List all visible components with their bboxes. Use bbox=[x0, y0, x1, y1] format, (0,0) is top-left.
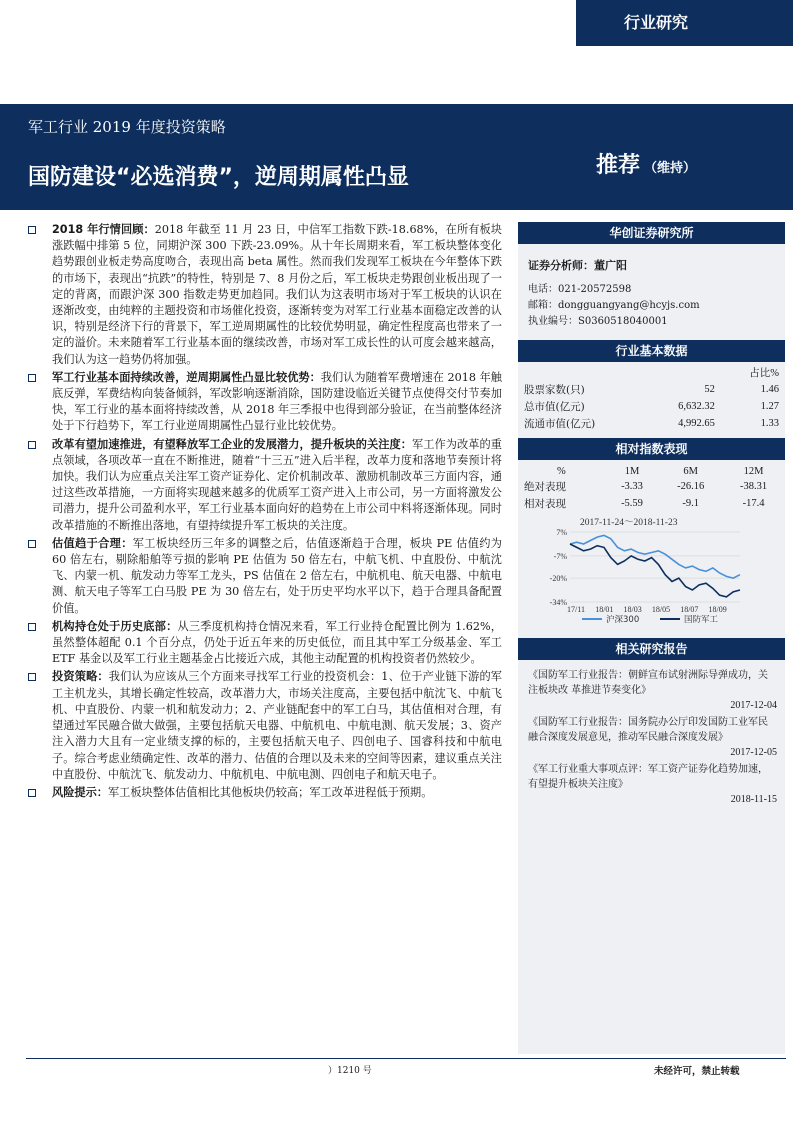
x-tick-label: 18/05 bbox=[651, 605, 671, 614]
table-row bbox=[518, 398, 785, 415]
bullet-box-icon bbox=[28, 540, 36, 548]
table-row bbox=[518, 415, 785, 432]
row-pct: 1.33 bbox=[760, 418, 779, 429]
y-tick-label: -7% bbox=[553, 551, 567, 561]
bullet-text: 我们认为随着军费增速在 2018 年触底反弹，军费结构向装备倾斜，军改影响逐渐消除，国防建设临近关键节点使得交付节奏加快，军工行业的基本面将持续改善，从 2018 年三季报中也得到部分验证，在当前整体经济处于下行趋势下，军工行业逆周期属性凸显行业比较优势。 bbox=[52, 370, 502, 433]
row-value: 52 bbox=[704, 384, 715, 395]
bullet-heading: 军工行业基本面持续改善，逆周期属性凸显比较优势： bbox=[52, 370, 321, 384]
bullet-item bbox=[26, 669, 502, 782]
bullet-heading: 机构持仓处于历史底部： bbox=[52, 619, 178, 633]
analyst-email[interactable]: 邮箱：dongguangyang@hcyjs.com bbox=[528, 300, 700, 311]
bullet-item bbox=[26, 370, 502, 435]
row-label: 总市值(亿元) bbox=[524, 401, 585, 413]
bullet-box-icon bbox=[28, 789, 36, 797]
table-row bbox=[518, 495, 785, 512]
body-bullets bbox=[26, 222, 502, 803]
table-row bbox=[518, 478, 785, 495]
rating-note: （维持） bbox=[644, 161, 697, 176]
cell: -17.4 bbox=[742, 498, 765, 509]
related-title[interactable]: 《国防军工行业报告：朝鲜宣布试射洲际导弹成功，关注板块改 革推进节奏变化》 bbox=[528, 670, 768, 696]
list-item[interactable] bbox=[528, 715, 777, 760]
bullet-box-icon bbox=[28, 623, 36, 631]
cell: -26.16 bbox=[677, 481, 705, 492]
bullet-heading: 改革有望加速推进，有望释放军工企业的发展潜力，提升板块的关注度： bbox=[52, 437, 413, 451]
x-tick-label: 17/11 bbox=[567, 605, 585, 614]
title-banner bbox=[0, 104, 793, 210]
list-item[interactable] bbox=[528, 668, 777, 713]
cell: -3.33 bbox=[621, 481, 643, 492]
legend-label: 沪深300 bbox=[606, 615, 640, 625]
row-value: 4,992.65 bbox=[678, 418, 715, 429]
table-row bbox=[518, 364, 785, 381]
row-pct: 1.27 bbox=[760, 401, 779, 412]
row-value: 6,632.32 bbox=[678, 401, 715, 412]
bullet-text: 我们认为应该从三个方面来寻找军工行业的投资机会：1、位于产业链下游的军工主机龙头，其增长确定性较高，改革潜力大，市场关注度高，主要包括中航沈飞、中航飞机、中直股份、内蒙一机和航发动力；2、产业链配套中的军工白马，其估值相对合理，有望通过军民融合做大做强，主要包括航天电器、中航机电、中航电测、航天发展；3、资产注入潜力大且有一定业绩支撑的标的，主要包括航天电子、四创电子、国睿科技和中航电子。综合考虑业绩确定性、改革的潜力、估值的合理以及未来的空间等因素，建议重点关注中直股份、中航沈飞、航发动力、中航机电、中航电测、四创电子和航天电子。 bbox=[52, 670, 502, 781]
bullet-text: 军工板块经历三年多的调整之后，估值逐渐趋于合理，板块 PE 估值约为 60 倍左右，剔除船舶等亏损的影响 PE 估值为 50 倍左右，中航飞机、中直股份、中航沈飞、内蒙一机、航发动力等军工龙头，PS 估值在 2 倍左右，中航机电、航天电器、中航电测、航天电子等军工白马股 PE 为 30 倍左右，处于历史平均水平以下，趋于合理具备配置价值。 bbox=[52, 536, 502, 615]
bullet-heading: 风险提示： bbox=[52, 785, 108, 799]
industry-data-header: 行业基本数据 bbox=[518, 340, 785, 362]
performance-chart-svg bbox=[518, 512, 785, 630]
chart-title: 2017-11-24～2018-11-23 bbox=[580, 518, 678, 528]
report-subtitle: 军工行业 2019 年度投资策略 bbox=[28, 118, 226, 136]
table-row bbox=[518, 464, 785, 478]
bullet-item bbox=[26, 619, 502, 668]
analyst-license: 执业编号：S0360518040001 bbox=[528, 316, 668, 327]
cell: -38.31 bbox=[739, 481, 768, 492]
cell: -5.59 bbox=[621, 498, 643, 509]
bullet-heading: 2018 年行情回顾： bbox=[52, 223, 155, 236]
legend-label: 国防军工 bbox=[684, 615, 719, 625]
bullet-heading: 投资策略： bbox=[52, 670, 109, 684]
col-header: 12M bbox=[743, 465, 764, 477]
performance-chart bbox=[518, 512, 785, 630]
report-title: 国防建设“必选消费”，逆周期属性凸显 bbox=[28, 165, 409, 190]
bullet-item bbox=[26, 222, 502, 368]
relative-performance-header: 相对指数表现 bbox=[518, 438, 785, 460]
relative-performance-table bbox=[518, 464, 785, 512]
related-reports-header: 相关研究报告 bbox=[518, 638, 785, 660]
rating-value: 推荐 bbox=[596, 153, 641, 178]
cell: -9.1 bbox=[682, 498, 699, 509]
list-item[interactable] bbox=[528, 762, 777, 807]
pct-column-header: 占比% bbox=[749, 368, 779, 379]
bullet-text: 从三季度机构持仓情况来看，军工行业持仓配置比例为 1.62%，虽然整体超配 0.1 个百分点，仍处于近五年来的历史低位，而且其中军工分级基金、军工 ETF 基金以及军工行业主题基金占比接近六成，其他主动配置的机构投资者仍然较少。 bbox=[52, 619, 502, 666]
row-label: 股票家数(只) bbox=[524, 384, 585, 396]
related-title[interactable]: 《军工行业重大事项点评：军工资产证券化趋势加速，有望提升板块关注度》 bbox=[528, 764, 768, 790]
related-date: 2017-12-04 bbox=[730, 700, 777, 711]
industry-data-table bbox=[518, 364, 785, 432]
footer-divider bbox=[26, 1058, 786, 1059]
analyst-phone: 电话：021-20572598 bbox=[528, 284, 632, 295]
related-date: 2017-12-05 bbox=[730, 747, 777, 758]
analyst-label: 证券分析师： bbox=[528, 259, 594, 272]
x-tick-label: 18/01 bbox=[595, 605, 614, 614]
bullet-box-icon bbox=[28, 673, 36, 681]
sidebar bbox=[518, 222, 785, 1054]
bullet-text: 2018 年截至 11 月 23 日，中信军工指数下跌-18.68%，在所有板块涨跌幅中排第 5 位，同期沪深 300 下跌-23.09%。从十年长周期来看，军工板块整体变化趋势跟创业板走势高度吻合，表现出高 beta 属性。然而我们发现军工板块在今年整体下跌的市场下，表现出“抗跌”的特性，特别是 7、8 月份之后，军工板块走势跟创业板出现了一定的背离，而跟沪深 300 指数走势更加趋同。我们认为这表明市场对于军工板块的认识在逐渐改变，由纯粹的主题投资和市场催化投资，逐渐转变为对军工行业基本面稳定改善的认识，特别是经济下行的背景下，军工逆周期属性的比较优势明显，确定性程度高也带来了一定的溢价。未来随着军工行业基本面的继续改善，市场对军工成长性的认可度会越来越高，我们认为这一趋势仍将加强。 bbox=[52, 223, 502, 366]
bullet-heading: 估值趋于合理： bbox=[52, 536, 133, 550]
footer-page: ）1210 号 bbox=[328, 1066, 372, 1076]
bullet-box-icon bbox=[28, 226, 36, 234]
category-tag: 行业研究 bbox=[576, 0, 793, 46]
row-pct: 1.46 bbox=[760, 384, 779, 395]
analyst-block bbox=[518, 244, 785, 330]
y-tick-label: 7% bbox=[556, 528, 567, 537]
col-header: % bbox=[557, 465, 566, 477]
bullet-text: 军工作为改革的重点领域，各项改革一直在不断推进，随着“十三五”进入后半程，改革力度和落地节奏预计将加快。我们认为应重点关注军工资产证券化、定价机制改革、激励机制改革三方面内容，通过这些改革措施，一方面将实现越来越多的优质军工资产进入上市公司，另一方面将激发公司潜力，提升公司盈利水平，军工行业基本面向好的趋势在上市公司中料将逐渐体现。同时改革措施的不断推出落地，有望持续提升军工板块的关注度。 bbox=[52, 437, 502, 532]
related-title[interactable]: 《国防军工行业报告：国务院办公厅印发国防工业军民融合深度发展意见，推动军民融合深度发展》 bbox=[528, 717, 768, 743]
x-tick-label: 18/07 bbox=[680, 605, 699, 614]
bullet-text: 军工板块整体估值相比其他板块仍较高；军工改革进程低于预期。 bbox=[107, 785, 433, 799]
col-header: 6M bbox=[683, 465, 698, 477]
bullet-item bbox=[26, 536, 502, 617]
table-row bbox=[518, 381, 785, 398]
y-tick-label: -34% bbox=[549, 598, 567, 607]
bullet-box-icon bbox=[28, 374, 36, 382]
x-tick-label: 18/03 bbox=[623, 605, 642, 614]
row-label: 流通市值(亿元) bbox=[524, 418, 596, 430]
analyst-name bbox=[528, 258, 775, 274]
row-label: 相对表现 bbox=[524, 498, 566, 510]
col-header: 1M bbox=[624, 465, 640, 477]
rating bbox=[596, 148, 696, 179]
footer-notice: 未经许可，禁止转载 bbox=[654, 1066, 740, 1077]
y-tick-label: -20% bbox=[549, 574, 567, 584]
analyst-name-value: 董广阳 bbox=[594, 259, 627, 272]
bullet-item bbox=[26, 437, 502, 534]
bullet-item bbox=[26, 785, 502, 801]
related-reports bbox=[518, 660, 785, 807]
related-date: 2018-11-15 bbox=[730, 794, 777, 805]
x-tick-label: 18/09 bbox=[708, 605, 727, 614]
institute-header: 华创证券研究所 bbox=[518, 222, 785, 244]
bullet-box-icon bbox=[28, 441, 36, 449]
row-label: 绝对表现 bbox=[524, 481, 566, 493]
